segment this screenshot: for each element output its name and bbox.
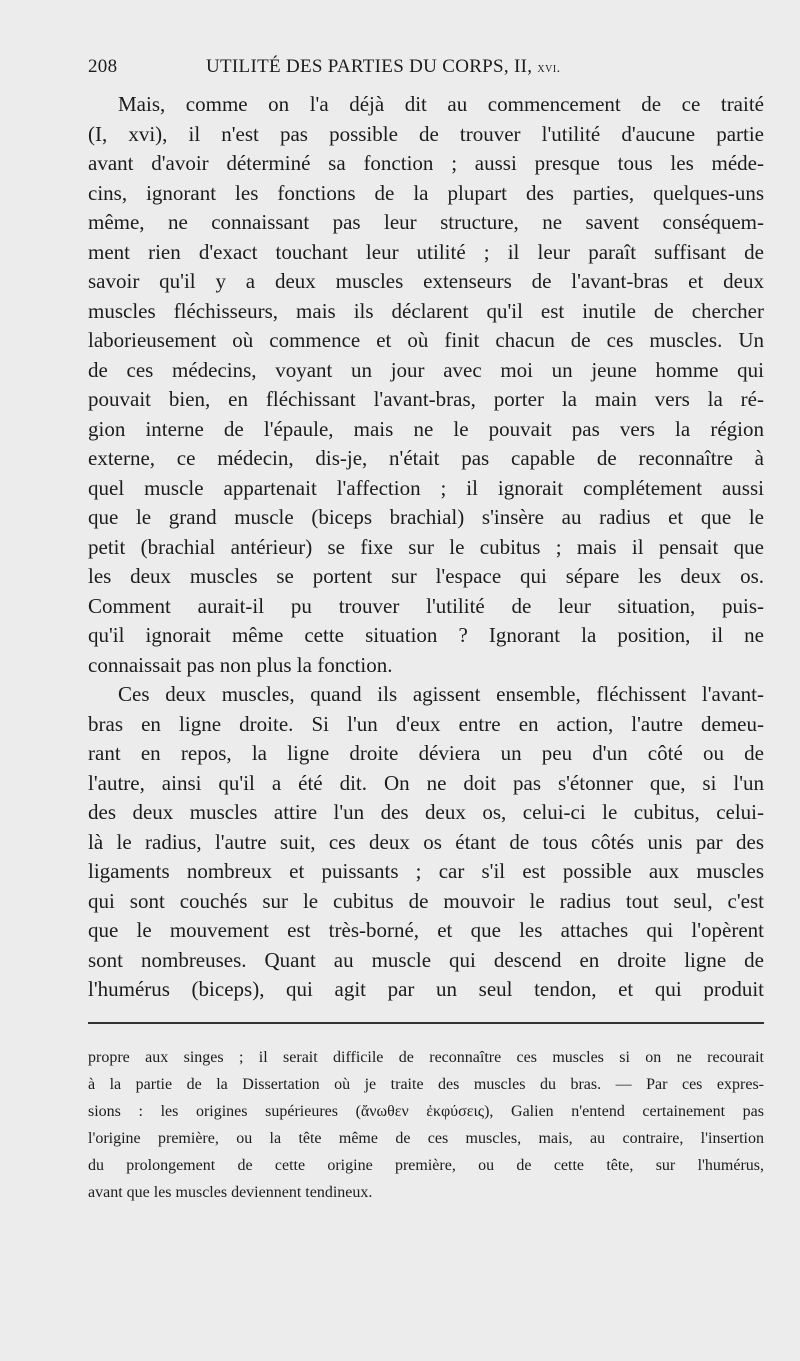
footnote-line: l'origine première, ou la tête même de ces muscles, mais, au contraire, l'insertion xyxy=(88,1130,764,1147)
footnote xyxy=(88,1044,764,1206)
footnote-line: à la partie de la Dissertation où je traite des muscles du bras. — Par ces expres- xyxy=(88,1076,764,1093)
text-line: rant en repos, la ligne droite déviera un peu d'un côté ou de xyxy=(88,741,764,765)
text-line: Comment aurait-il pu trouver l'utilité de leur situation, puis- xyxy=(88,593,764,618)
footnote-rule xyxy=(88,1022,764,1024)
running-title xyxy=(206,56,561,78)
text-line: avant d'avoir déterminé sa fonction ; aussi presque tous les méde- xyxy=(88,151,764,175)
text-line: savoir qu'il y a deux muscles extenseurs de l'avant-bras et deux xyxy=(88,269,764,293)
text-line: Ces deux muscles, quand ils agissent ensemble, fléchissent l'avant- xyxy=(118,682,764,706)
text-line: quel muscle appartenait l'affection ; il ignorait complétement aussi xyxy=(88,475,764,500)
text-line: ligaments nombreux et puissants ; car s'il est possible aux muscles xyxy=(88,859,764,883)
text-line: bras en ligne droite. Si l'un d'eux entre en action, l'autre demeu- xyxy=(88,711,764,736)
footnote-line: avant que les muscles deviennent tendineux. xyxy=(88,1184,373,1201)
text-line: sont nombreuses. Quant au muscle qui descend en droite ligne de xyxy=(88,947,764,972)
text-line: de ces médecins, voyant un jour avec moi un jeune homme qui xyxy=(88,357,764,382)
running-title-main: UTILITÉ DES PARTIES DU CORPS, II, xyxy=(206,56,538,77)
text-line: Mais, comme on l'a déjà dit au commencement de ce traité xyxy=(118,92,764,116)
footnote-line: du prolongement de cette origine première, ou de cette tête, sur l'humérus, xyxy=(88,1157,764,1174)
text-line: l'humérus (biceps), qui agit par un seul tendon, et qui produit xyxy=(88,977,764,1001)
text-line: connaissait pas non plus la fonction. xyxy=(88,652,393,677)
text-line: cins, ignorant les fonctions de la plupart des parties, quelques-uns xyxy=(88,180,764,205)
text-line: l'autre, ainsi qu'il a été dit. On ne doit pas s'étonner que, si l'un xyxy=(88,770,764,795)
text-line: que le grand muscle (biceps brachial) s'insère au radius et que le xyxy=(88,505,764,529)
text-line: muscles fléchisseurs, mais ils déclarent qu'il est inutile de chercher xyxy=(88,298,764,323)
text-line: ment rien d'exact touchant leur utilité ; il leur paraît suffisant de xyxy=(88,239,764,264)
running-title-chapter: xvi. xyxy=(537,61,561,76)
footnote-line: sions : les origines supérieures (ἄνωθεν ἐκφύσεις), Galien n'entend certainement pas xyxy=(88,1103,764,1120)
text-line: qu'il ignorait même cette situation ? Ignorant la position, il ne xyxy=(88,623,764,647)
main-text xyxy=(88,90,764,1005)
text-line: même, ne connaissant pas leur structure, ne savent conséquem- xyxy=(88,210,764,234)
text-line: les deux muscles se portent sur l'espace qui sépare les deux os. xyxy=(88,564,764,588)
text-line: que le mouvement est très-borné, et que les attaches qui l'opèrent xyxy=(88,918,764,942)
text-line: laborieusement où commence et où finit chacun de ces muscles. Un xyxy=(88,328,764,352)
text-line: (I, xvi), il n'est pas possible de trouver l'utilité d'aucune partie xyxy=(88,121,764,146)
text-line: qui sont couchés sur le cubitus de mouvoir le radius tout seul, c'est xyxy=(88,888,764,913)
text-line: pouvait bien, en fléchissant l'avant-bras, porter la main vers la ré- xyxy=(88,387,764,411)
text-line: gion interne de l'épaule, mais ne le pouvait pas vers la région xyxy=(88,416,764,441)
text-line: externe, ce médecin, dis-je, n'était pas capable de reconnaître à xyxy=(88,446,764,470)
text-line: là le radius, l'autre suit, ces deux os étant de tous côtés unis par des xyxy=(88,829,764,854)
page-number: 208 xyxy=(88,56,118,77)
text-line: petit (brachial antérieur) se fixe sur le cubitus ; mais il pensait que xyxy=(88,534,764,559)
footnote-line: propre aux singes ; il serait difficile de reconnaître ces muscles si on ne recourait xyxy=(88,1049,764,1066)
text-line: des deux muscles attire l'un des deux os, celui-ci le cubitus, celui- xyxy=(88,800,764,824)
